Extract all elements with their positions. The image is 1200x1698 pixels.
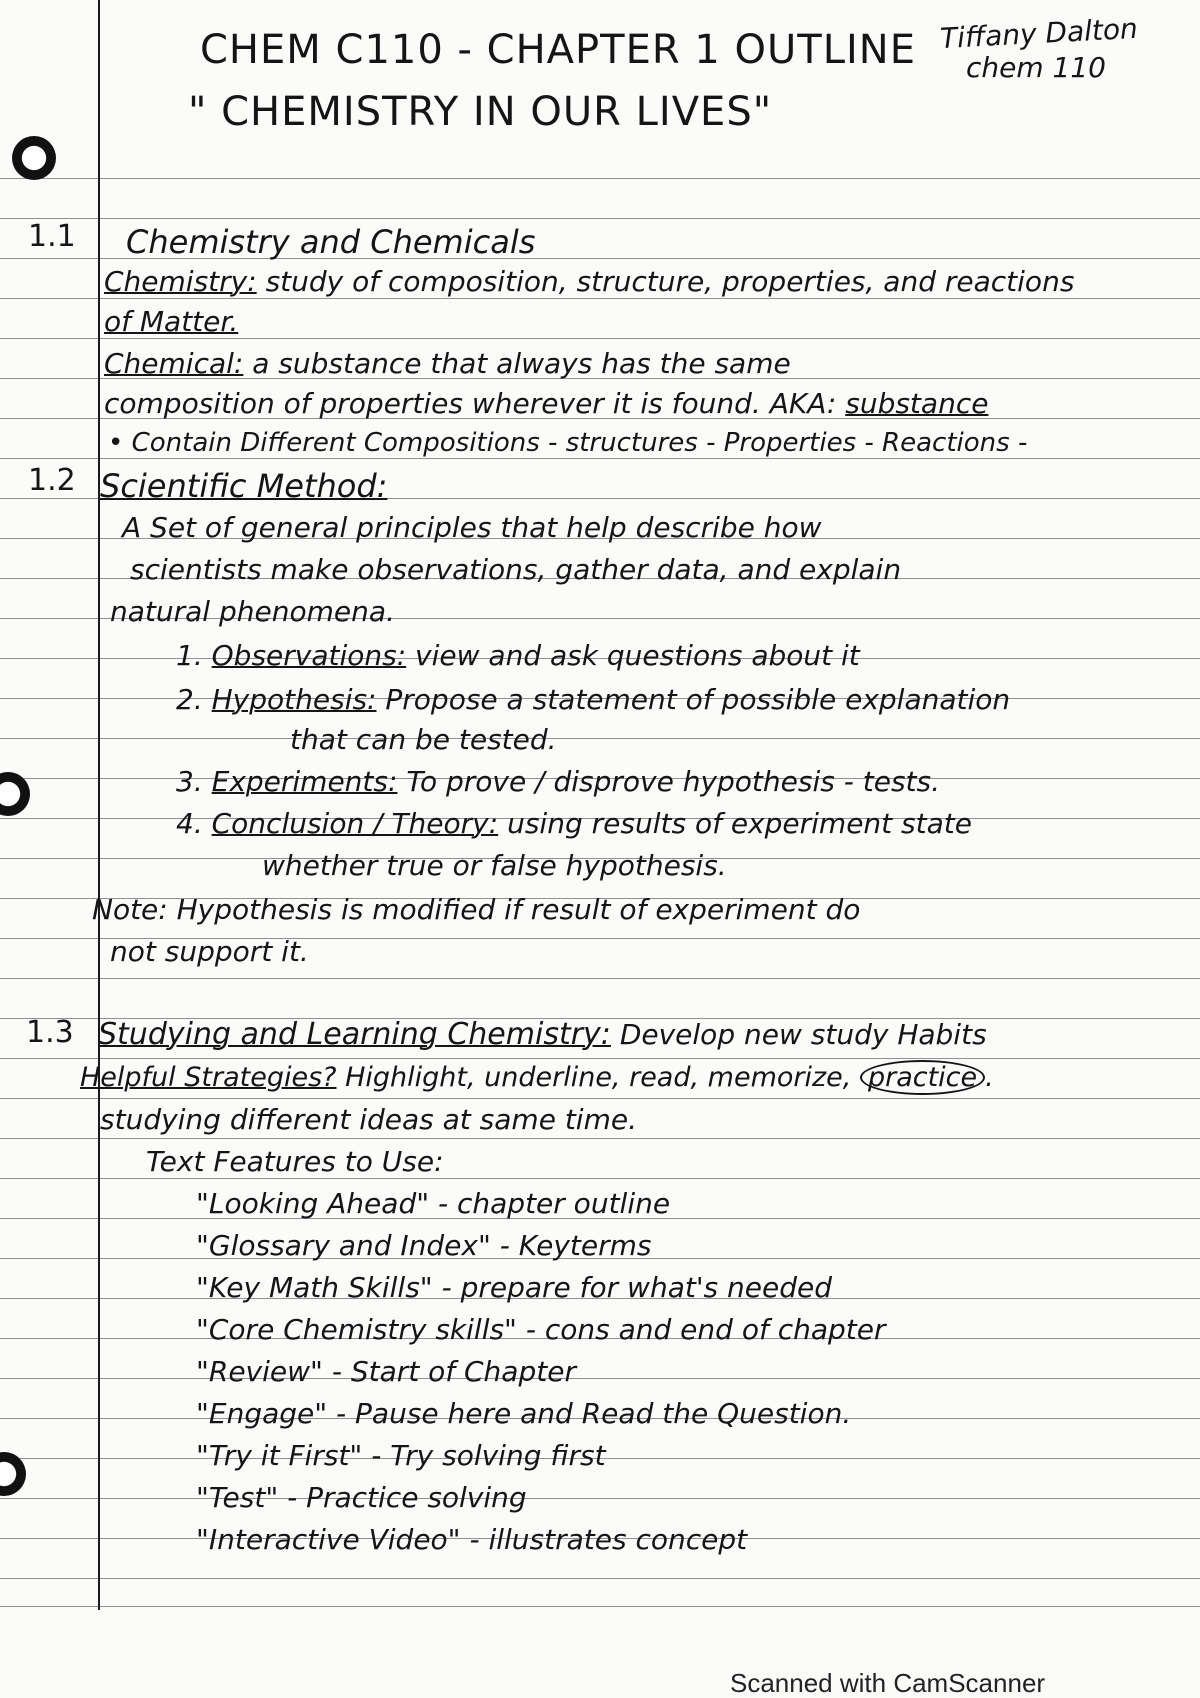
binder-hole [12, 136, 56, 180]
page-title: CHEM C110 - CHAPTER 1 OUTLINE [200, 27, 916, 73]
feature-item: "Interactive Video" - illustrates concept [196, 1523, 748, 1556]
feature-item: "Engage" - Pause here and Read the Question. [196, 1397, 852, 1430]
step-number: 3. [176, 765, 203, 798]
ruled-line [0, 978, 1200, 979]
step-text: view and ask questions about it [406, 639, 860, 672]
feature-item: "Test" - Practice solving [196, 1481, 527, 1514]
strategies-end: . [985, 1062, 994, 1093]
ruled-line [0, 458, 1200, 459]
step-term: Observations: [211, 639, 407, 672]
section-heading: Studying and Learning Chemistry: [98, 1017, 611, 1052]
heading-tail: Develop new study Habits [610, 1018, 987, 1051]
strategies-line [80, 1064, 994, 1091]
strategies-continuation: studying different ideas at same time. [100, 1103, 637, 1136]
circled-word: practice [860, 1060, 985, 1095]
ruled-line [0, 178, 1200, 179]
section-heading: Scientific Method: [100, 467, 388, 505]
method-step [176, 683, 1011, 716]
section-number: 1.3 [26, 1015, 74, 1050]
step-text: Propose a statement of possible explanation [376, 683, 1011, 716]
note-line: not support it. [110, 935, 309, 968]
step-text: using results of experiment state [498, 807, 972, 840]
term-chemical: Chemical: [104, 347, 244, 380]
ruled-line [0, 1498, 1200, 1499]
section-heading: Chemistry and Chemicals [126, 223, 536, 261]
feature-item: "Review" - Start of Chapter [196, 1355, 576, 1388]
step-term: Experiments: [211, 765, 398, 798]
term-chemistry: Chemistry: [104, 265, 257, 298]
strategies-term: Helpful Strategies? [80, 1062, 337, 1093]
feature-item: "Glossary and Index" - Keyterms [196, 1229, 652, 1262]
ruled-line [0, 1606, 1200, 1607]
step-number: 2. [176, 683, 203, 716]
author-name: Tiffany Dalton [939, 11, 1139, 56]
method-step [176, 765, 941, 798]
strategies-text: Highlight, underline, read, memorize, [336, 1062, 860, 1093]
step-continuation: whether true or false hypothesis. [262, 849, 727, 882]
section-heading-line [98, 1017, 987, 1052]
method-step [176, 807, 972, 840]
description-line: A Set of general principles that help describe how [122, 511, 822, 544]
ruled-line [0, 1378, 1200, 1379]
definition-line [104, 265, 1075, 298]
term-substance: substance [845, 387, 989, 420]
ruled-line [0, 1178, 1200, 1179]
step-continuation: that can be tested. [290, 723, 557, 756]
step-number: 4. [176, 807, 203, 840]
ruled-line [0, 298, 1200, 299]
ruled-line [0, 338, 1200, 339]
ruled-line [0, 1138, 1200, 1139]
definition-continuation: of Matter. [104, 305, 239, 338]
definition-line [104, 347, 791, 380]
feature-item: "Core Chemistry skills" - cons and end of chapter [196, 1313, 886, 1346]
text-features-heading: Text Features to Use: [146, 1145, 444, 1178]
scanner-watermark: Scanned with CamScanner [730, 1668, 1046, 1698]
definition-text: study of composition, structure, properties, and reactions [256, 265, 1075, 298]
description-line: scientists make observations, gather data, and explain [130, 553, 902, 586]
definition-continuation [104, 387, 989, 420]
ruled-line [0, 1058, 1200, 1059]
step-text: To prove / disprove hypothesis - tests. [397, 765, 941, 798]
section-number: 1.1 [28, 219, 76, 254]
ruled-line [0, 218, 1200, 219]
definition-text: a substance that always has the same [243, 347, 791, 380]
feature-item: "Key Math Skills" - prepare for what's needed [196, 1271, 833, 1304]
bullet-line: • Contain Different Compositions - structures - Properties - Reactions - [108, 428, 1028, 458]
page-subtitle: " CHEMISTRY IN OUR LIVES" [188, 89, 773, 135]
step-term: Hypothesis: [211, 683, 377, 716]
feature-item: "Looking Ahead" - chapter outline [196, 1187, 671, 1220]
ruled-line [0, 1578, 1200, 1579]
feature-item: "Try it First" - Try solving first [196, 1439, 606, 1472]
author-course: chem 110 [966, 51, 1106, 84]
ruled-line [0, 1098, 1200, 1099]
description-line: natural phenomena. [110, 595, 395, 628]
ruled-line [0, 738, 1200, 739]
step-number: 1. [176, 639, 203, 672]
definition-text: composition of properties wherever it is found. AKA: [104, 387, 846, 420]
method-step [176, 639, 860, 672]
section-number: 1.2 [28, 463, 76, 498]
step-term: Conclusion / Theory: [211, 807, 499, 840]
margin-line [98, 0, 100, 1610]
note-line: Note: Hypothesis is modified if result of experiment do [92, 893, 861, 926]
